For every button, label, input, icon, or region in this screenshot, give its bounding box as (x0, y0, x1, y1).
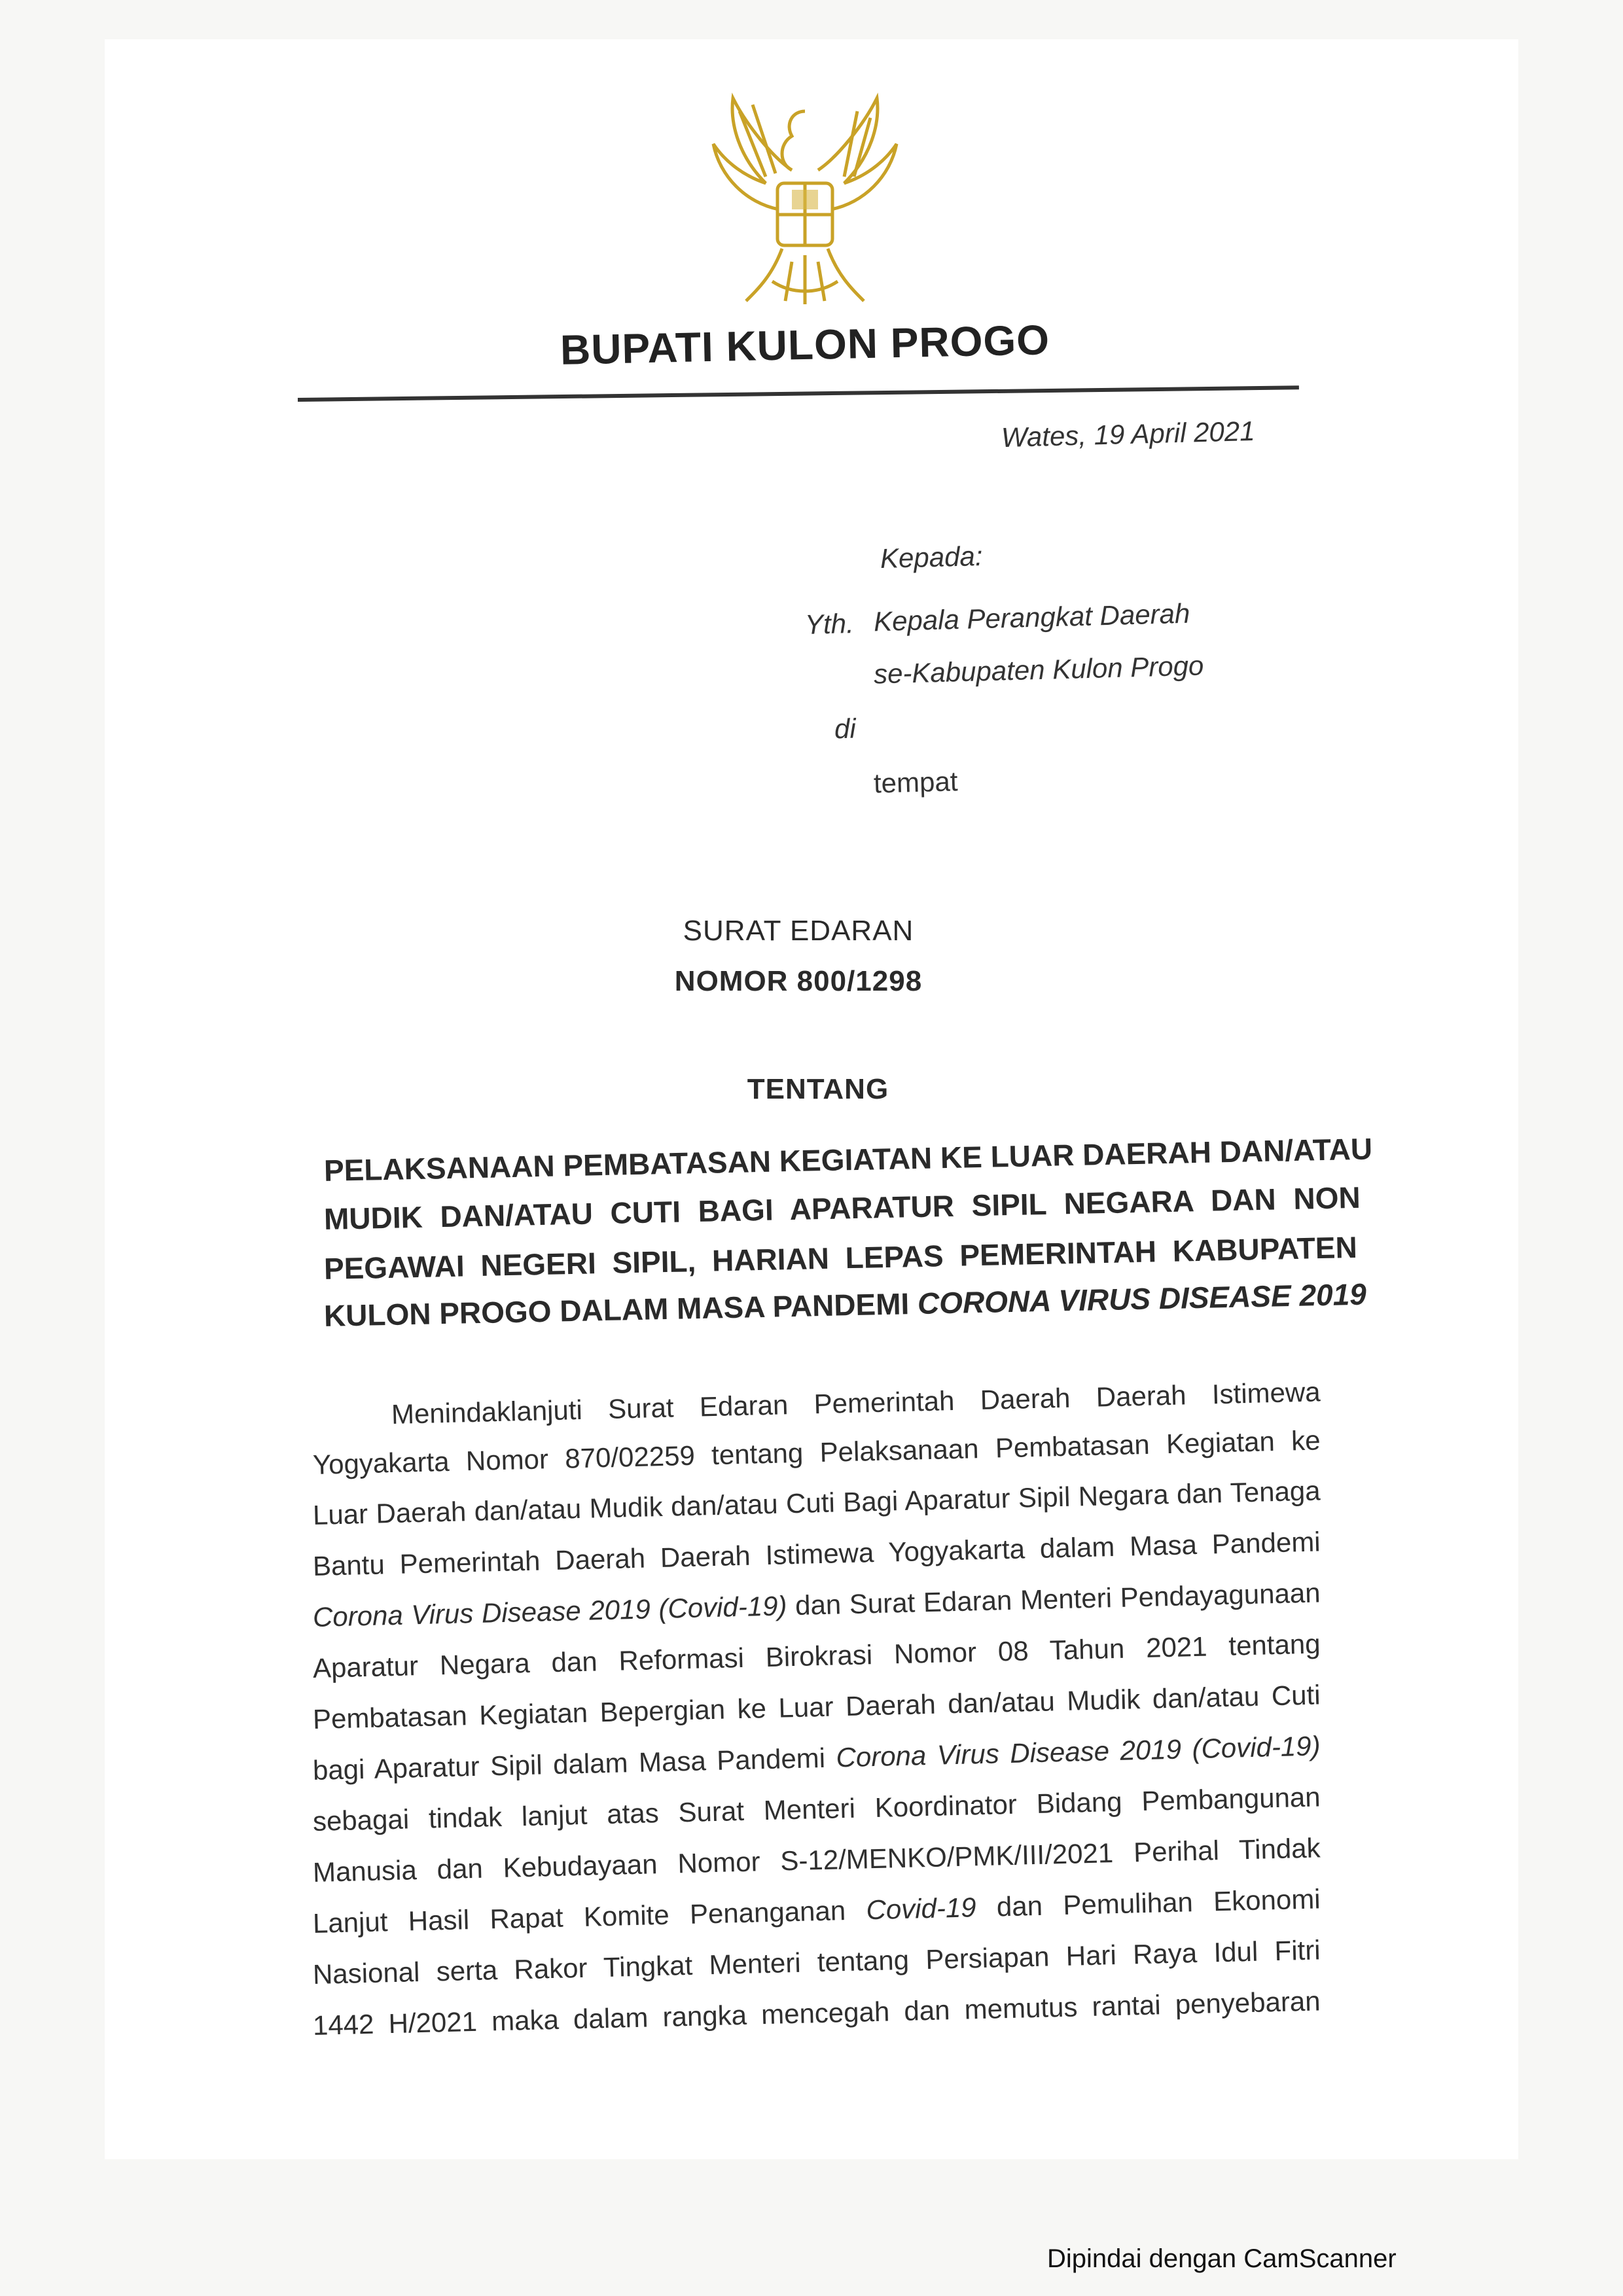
letter-tentang: TENTANG (747, 1073, 889, 1105)
body-line: Nasional serta Rakor Tingkat Menteri tentang Persiapan Hari Raya Idul Fitri (312, 1934, 1321, 1990)
body-line: Menindaklanjuti Surat Edaran Pemerintah Daerah Daerah Istimewa (391, 1376, 1321, 1430)
garuda-emblem-icon (694, 85, 916, 321)
body-line: sebagai tindak lanjut atas Surat Menteri Koordinator Bidang Pembangunan (312, 1781, 1321, 1837)
body-line: Aparatur Negara dan Reformasi Birokrasi Nomor 08 Tahun 2021 tentang (312, 1628, 1321, 1684)
letter-type: SURAT EDARAN (683, 915, 914, 947)
address-yth: Yth. (804, 608, 855, 640)
subject-line: PEGAWAI NEGERI SIPIL, HARIAN LEPAS PEMERINTAH KABUPATEN (323, 1229, 1358, 1286)
body-line: Manusia dan Kebudayaan Nomor S-12/MENKO/PMK/III/2021 Perihal Tindak (312, 1832, 1321, 1888)
body-text: bagi Aparatur Sipil dalam Masa Pandemi (312, 1742, 837, 1786)
scanner-watermark: Dipindai dengan CamScanner (1047, 2244, 1397, 2273)
subject-text: KULON PROGO DALAM MASA PANDEMI (323, 1286, 918, 1333)
body-line: 1442 H/2021 maka dalam rangka mencegah dan memutus rantai penyebaran (312, 1985, 1321, 2041)
body-italic-text: Corona Virus Disease 2019 (Covid-19) (312, 1590, 788, 1633)
body-text: Lanjut Hasil Rapat Komite Penanganan (312, 1894, 867, 1939)
body-line: Bantu Pemerintah Daerah Daerah Istimewa Yogyakarta dalam Masa Pandemi (312, 1526, 1321, 1581)
body-italic-text: Covid-19 (865, 1892, 977, 1926)
dateline: Wates, 19 April 2021 (1001, 415, 1256, 453)
address-recipient-line2: se-Kabupaten Kulon Progo (873, 650, 1204, 690)
address-kepada: Kepada: (880, 540, 984, 574)
header-title: BUPATI KULON PROGO (560, 316, 1050, 374)
subject-italic-text: CORONA VIRUS DISEASE 2019 (917, 1277, 1367, 1320)
body-text: dan Pemulihan Ekonomi (975, 1883, 1321, 1923)
address-recipient-line1: Kepala Perangkat Daerah (873, 597, 1190, 637)
subject-line: MUDIK DAN/ATAU CUTI BAGI APARATUR SIPIL NEGARA DAN NON (323, 1180, 1361, 1236)
body-line: Luar Daerah dan/atau Mudik dan/atau Cuti Bagi Aparatur Sipil Negara dan Tenaga (312, 1475, 1321, 1530)
body-italic-text: Corona Virus Disease 2019 (Covid-19) (835, 1730, 1321, 1773)
subject-line: PELAKSANAAN PEMBATASAN KEGIATAN KE LUAR DAERAH DAN/ATAU (323, 1131, 1373, 1188)
body-text: dan Surat Edaran Menteri Pendayagunaan (786, 1577, 1321, 1621)
address-tempat: tempat (873, 766, 958, 799)
letter-number: NOMOR 800/1298 (674, 965, 923, 997)
address-di: di (834, 713, 857, 745)
body-line: Pembatasan Kegiatan Bepergian ke Luar Daerah dan/atau Mudik dan/atau Cuti (312, 1679, 1321, 1735)
body-line: Yogyakarta Nomor 870/02259 tentang Pelaksanaan Pembatasan Kegiatan ke (312, 1424, 1321, 1480)
